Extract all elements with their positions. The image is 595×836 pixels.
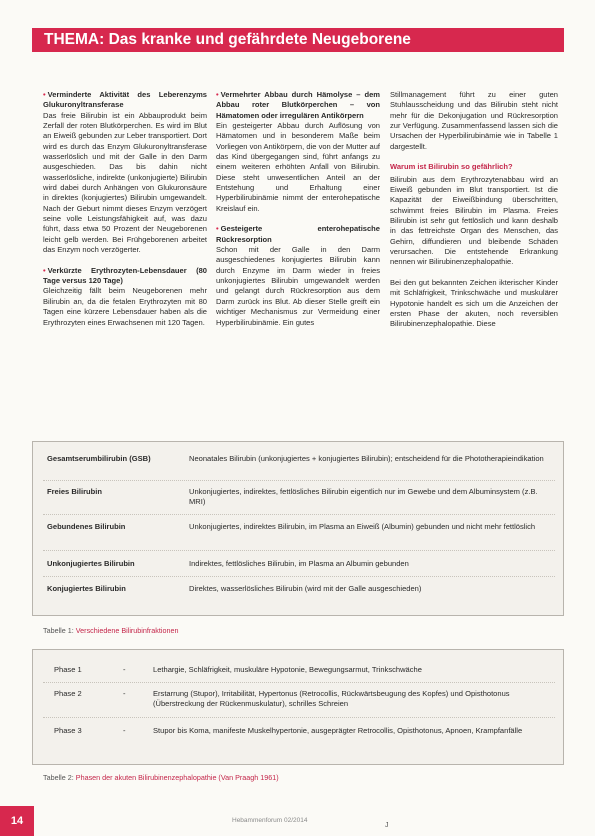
phase-label: Phase 2 [54,689,82,698]
paragraph [43,90,207,256]
encephalopathy-phases-table [32,649,564,765]
bullet-icon: • [43,90,46,99]
phase-dash: - [123,665,126,674]
paragraph [390,278,558,330]
journal-footer: Hebammenforum 02/2014 [232,817,308,824]
row-divider [43,480,555,481]
row-divider [43,717,555,718]
subheading: Verkürzte Erythrozyten-Lebensdauer (80 Tage versus 120 Tage) [43,265,207,286]
text-column-3 [390,90,558,330]
paragraph-body: Gleichzeitig fällt beim Neugeborenen mehr Bilirubin an, da die fetalen Erythrozyten mit 80 Tagen eine kürzere Lebensdauer haben als die Erythrozyten eines Erwachsenen mit 120 Tagen. [43,286,207,327]
section-title: THEMA: Das kranke und gefährdete Neugeborene [44,31,411,48]
row-divider [43,550,555,551]
paragraph [390,162,558,267]
table-term: Freies Bilirubin [47,487,102,496]
caption-text: Verschiedene Bilirubinfraktionen [75,626,179,635]
row-divider [43,682,555,683]
table-term: Konjugiertes Bilirubin [47,584,126,593]
paragraph [216,224,380,327]
table-term: Unkonjugiertes Bilirubin [47,559,135,568]
paragraph [43,266,207,328]
table-term: Gesamtserumbilirubin (GSB) [47,454,151,463]
paragraph-body: Ein gesteigerter Abbau durch Auflösung von Hämatomen und in besonderem Maße beim Vorliegen von Antikörpern, die von der Mutter auf das Kind übergegangen sind, führt anfangs zu einem weiteren erhöhten Anfall von Bilirubin. Diese steht unwesentlichen Anteil an der Entstehung und Erhaltung einer Hyperbilirubinämie nimmt der enterohepatische Kreislauf ein. [216,121,380,213]
row-divider [43,576,555,577]
bullet-icon: • [216,224,219,234]
text-column-1 [43,90,207,328]
paragraph-body: Stillmanagement führt zu einer guten Stuhlausscheidung und das Bilirubin steht nicht mehr für die Dekonjugation und Rückresorption zur Verfügung. Zusammenfassend lassen sich die Ursachen der Hyperbilirubinämie wie in Tabelle 1 dargestellt. [390,90,558,151]
paragraph [216,90,380,214]
subheading: Vermehrter Abbau durch Hämolyse – dem Abbau roter Blutkörperchen – von Hämatomen oder irregulären Antikörpern [216,90,380,120]
phase-description: Lethargie, Schläfrigkeit, muskuläre Hypotonie, Bewegungsarmut, Trinkschwäche [153,665,422,674]
table-definition: Unkonjugiertes, indirektes Bilirubin, im Plasma an Eiweiß (Albumin) gebunden und nicht mehr fettlöslich [189,522,536,531]
phase-dash: - [123,689,126,698]
paragraph-body: Schon mit der Galle in den Darm ausgeschiedenes konjugiertes Bilirubin kann durch Enzyme im Darm wieder in freies unkonjugiertes Bilirubin umgewandelt werden und gelangt durch Rückresorption aus dem Darm zurück ins Blut. Ab dieser Stelle greift ein wichtiger Mechanismus zur Vermeidung einer Hyperbilirubinämie. Ein gutes [216,245,380,327]
table-caption [43,773,279,782]
caption-text: Phasen der akuten Bilirubinenzephalopathie (Van Praagh 1961) [75,773,279,782]
paragraph-body: Das freie Bilirubin ist ein Abbauprodukt beim Zerfall der roten Blutkörperchen. Es wird im Blut an Eiweiß gebunden zur Leber transportiert. Dort wird es durch das Enzym Glukuronyltransferase wasserlöslich und mit der Galle in den Darm ausgeschieden. Das bis dahin nicht wasserlösliche, indirekte (unkonjugierte) Bilirubin wird dabei durch Anhängen von Glukuronsäure in direktes (konjugiertes) Bilirubin umgewandelt. Nach der Geburt nimmt dieses Enzym verzögert seine volle Leistungsfähigkeit auf, was dazu führt, dass etwa 50 Prozent der Neugeborenen leicht gelb werden. Bei Frühgeborenen arbeitet das Enzym noch verzögerter. [43,110,207,255]
page-number: 14 [0,806,34,836]
phase-label: Phase 1 [54,665,82,674]
subheading: Gesteigerte enterohepatische Rückresorption [216,224,380,244]
subheading: Warum ist Bilirubin so gefährlich? [390,162,513,172]
phase-description: Stupor bis Koma, manifeste Muskelhypertonie, ausgeprägter Retrocollis, Opisthotonus, Apnoen, Krampfanfälle [153,726,523,735]
table-caption [43,626,178,635]
paragraph [390,90,558,152]
table-definition: Indirektes, fettlösliches Bilirubin, im Plasma an Albumin gebunden [189,559,409,568]
caption-label: Tabelle 1: [43,626,74,635]
table-term: Gebundenes Bilirubin [47,522,126,531]
section-title-banner [32,28,564,52]
subheading: Verminderte Aktivität des Leberenzyms Glukuronyltransferase [43,90,207,110]
phase-dash: - [123,726,126,735]
bilirubin-fractions-table [32,441,564,616]
paragraph-body: Bei den gut bekannten Zeichen ikterischer Kinder mit Schläfrigkeit, Trinkschwäche und muskulärer Hypotonie handelt es sich um die Anzeichen der ersten Phase der akuten, noch reversiblen Bilirubinenzephalopathie. Diese [390,278,558,329]
phase-label: Phase 3 [54,726,82,735]
footer-mark: J [385,822,389,829]
text-column-2 [216,90,380,328]
table-definition: Unkonjugiertes, indirektes, fettlösliches Bilirubin eigentlich nur im Gewebe und dem Albuminsystem (z.B. MRI) [189,487,538,507]
phase-description: Erstarrung (Stupor), Irritabilität, Hypertonus (Retrocollis, Rückwärtsbeugung des Kopfes) und Opisthotonus (Überstreckung der Rückenmuskulatur), schrilles Schreien [153,689,510,709]
bullet-icon: • [216,90,219,99]
table-definition: Neonatales Bilirubin (unkonjugiertes + konjugiertes Bilirubin); entscheidend für die Phototherapieindikation [189,454,544,463]
bullet-icon: • [43,265,46,275]
caption-label: Tabelle 2: [43,773,74,782]
row-divider [43,514,555,515]
paragraph-body: Bilirubin aus dem Erythrozytenabbau wird an Eiweiß gebunden im Blut transportiert. Ist die Kapazität der Eiweißbindung überschritten, schwimmt freies Bilirubin im Plasma. Freies Bilirubin ist sehr gut fettlöslich und kann deshalb in das fettreichste Organ des Menschen, das Gehirn, diffundieren und bleibende Schäden verursachen. Die entstehende Erkrankung nennen wir Bilirubinenzephalopathie. [390,174,558,267]
table-definition: Direktes, wasserlösliches Bilirubin (wird mit der Galle ausgeschieden) [189,584,422,593]
